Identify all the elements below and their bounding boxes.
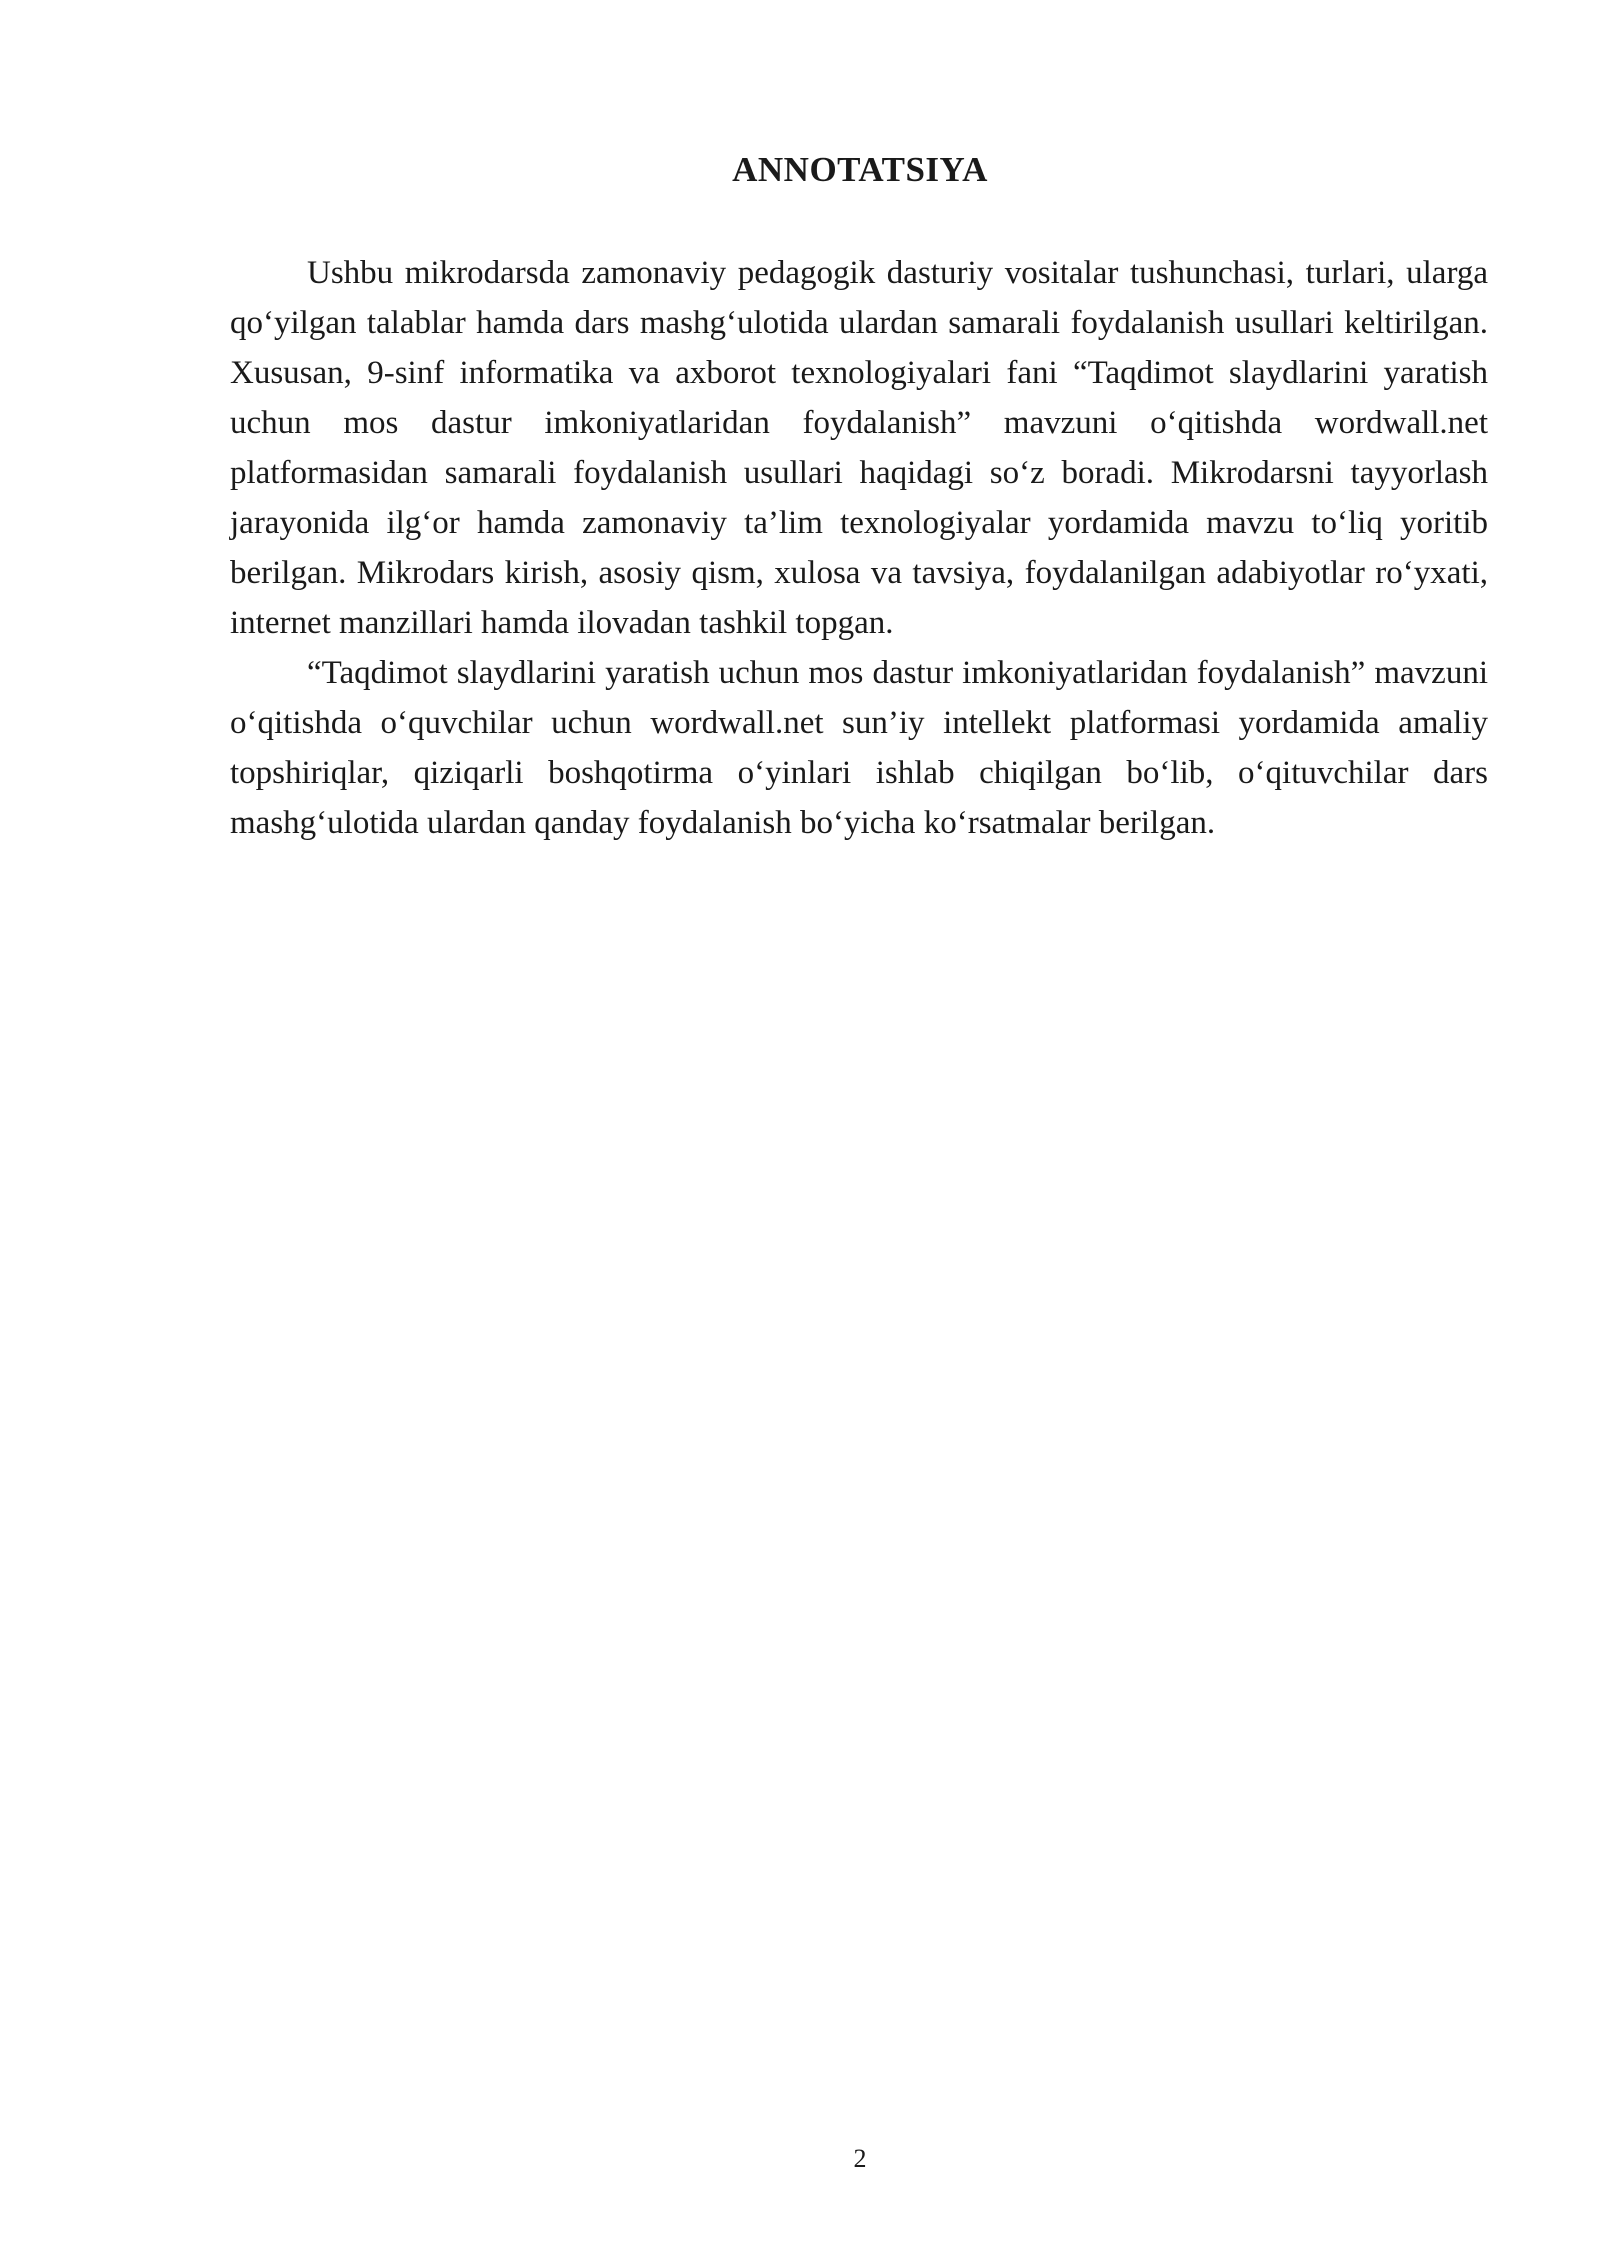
- page-number: 2: [853, 2144, 867, 2173]
- paragraph-1: Ushbu mikrodarsda zamonaviy pedagogik dasturiy vositalar tushunchasi, turlari, ularga qo‘yilgan talablar hamda dars mashg‘ulotida ulardan samarali foydalanish usullari keltirilgan. Xususan, 9-sinf informatika va axborot texnologiyalari fani “Taqdimot slaydlarini yaratish uchun mos dastur imkoniyatlaridan foydalanish” mavzuni o‘qitishda wordwall.net platformasidan samarali foydalanish usullari haqidagi so‘z boradi. Mikrodarsni tayyorlash jarayonida ilg‘or hamda zamonaviy ta’lim texnologiyalar yordamida mavzu to‘liq yoritib berilgan. Mikrodars kirish, asosiy qism, xulosa va tavsiya, foydalanilgan adabiyotlar ro‘yxati, internet manzillari hamda ilovadan tashkil topgan.: [230, 255, 1488, 641]
- page-title: ANNOTATSIYA: [732, 150, 988, 189]
- paragraph-2: “Taqdimot slaydlarini yaratish uchun mos dastur imkoniyatlaridan foydalanish” mavzuni o‘qitishda o‘quvchilar uchun wordwall.net sun’iy intellekt platformasi yordamida amaliy topshiriqlar, qiziqarli boshqotirma o‘yinlari ishlab chiqilgan bo‘lib, o‘qituvchilar dars mashg‘ulotida ulardan qanday foydalanish bo‘yicha ko‘rsatmalar berilgan.: [230, 655, 1488, 841]
- body-text: [230, 248, 1488, 848]
